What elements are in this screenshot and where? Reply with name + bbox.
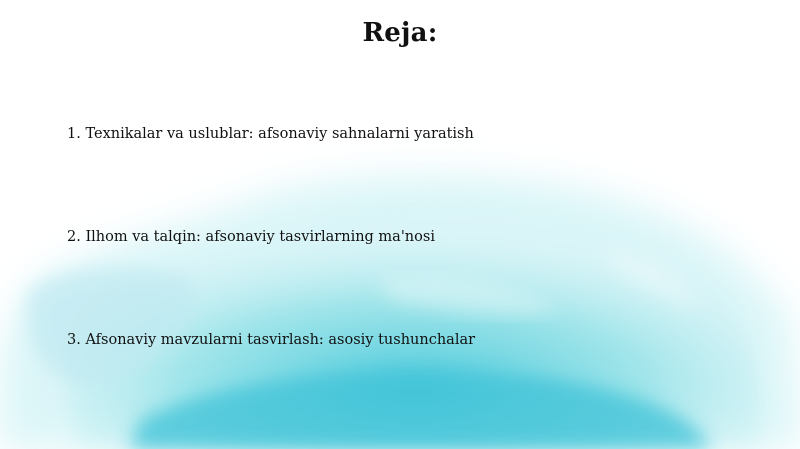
plan-item-2: 2. Ilhom va talqin: afsonaviy tasvirlarning ma'nosi (67, 229, 435, 245)
plan-item-3: 3. Afsonaviy mavzularni tasvirlash: asosiy tushunchalar (67, 332, 476, 348)
plan-item-1: 1. Texnikalar va uslublar: afsonaviy sahnalarni yaratish (67, 126, 474, 142)
slide-title: Reja: (362, 18, 438, 48)
